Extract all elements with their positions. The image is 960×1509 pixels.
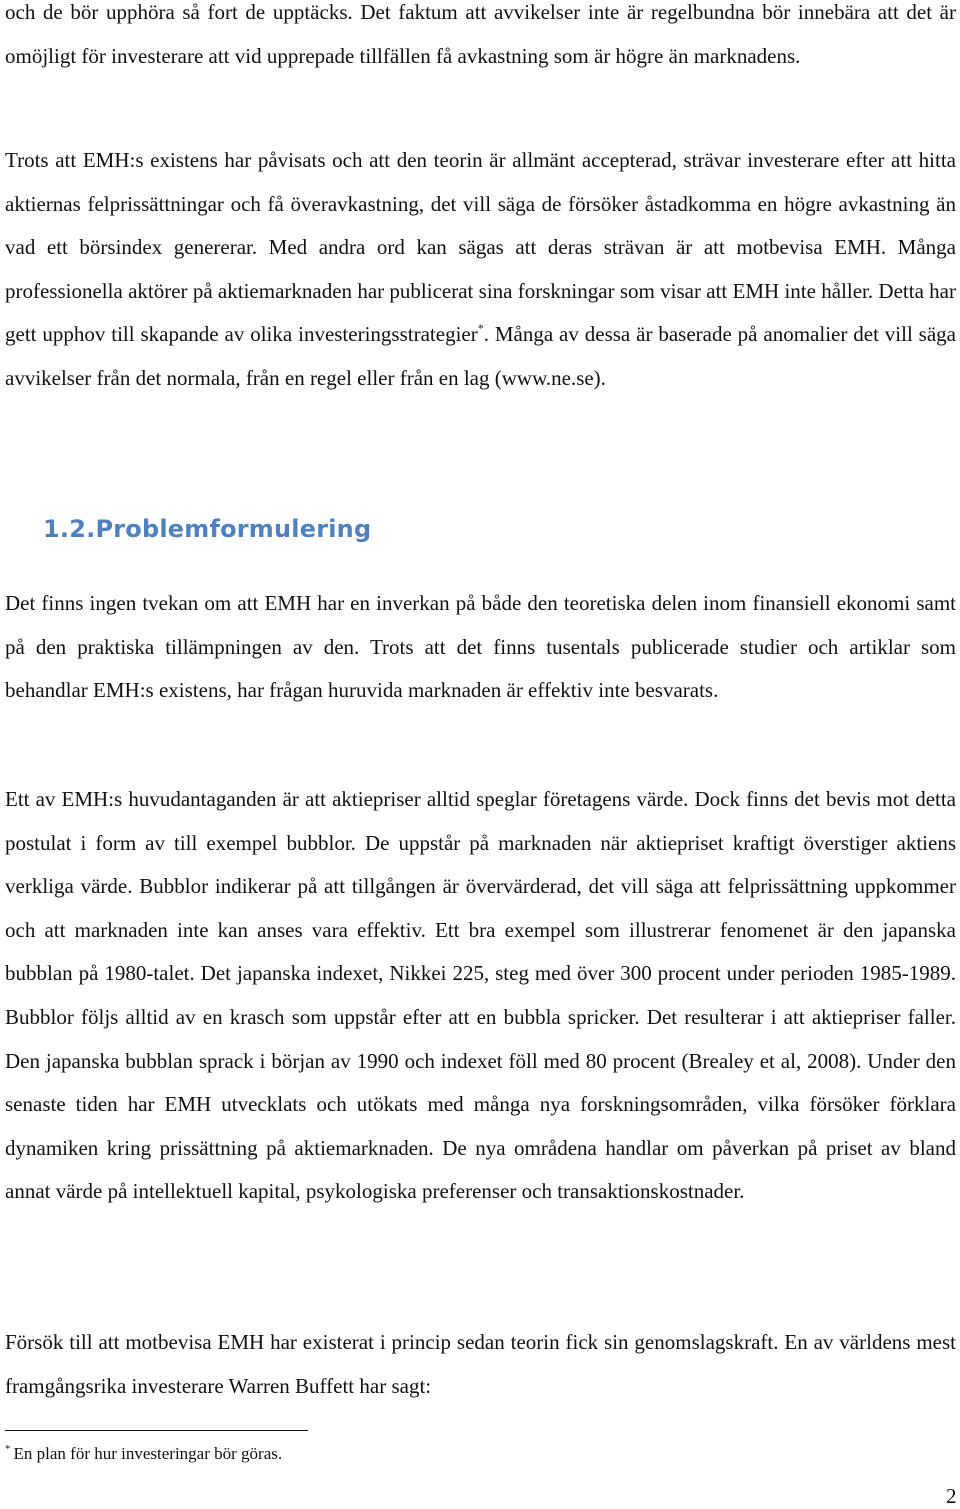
paragraph-intro: och de bör upphöra så fort de upptäcks. Det faktum att avvikelser inte är regelbundna bör innebära att det är omöjligt för investerare att vid upprepade tillfällen få avkastning som är högre än marknadens. xyxy=(5,0,956,68)
paragraph-trots-text-a: Trots att EMH:s existens har påvisats och att den teorin är allmänt accepterad, strävar investerare efter att hitta aktiernas felprissättningar och få överavkastning, det vill säga de försöker åstadkomma en högre avkastning än vad ett börsindex genererar. Med andra ord kan sägas att deras strävan är att motbevisa EMH. Många professionella aktörer på aktiemarknaden har publicerat sina forskningar som visar att EMH inte håller. Detta har gett upphov till skapande av olika investeringsstrategier xyxy=(5,148,956,347)
section-heading xyxy=(43,515,371,543)
paragraph-trots xyxy=(5,139,956,401)
section-title: Problemformulering xyxy=(95,515,372,543)
footnote-text: En plan för hur investeringar bör göras. xyxy=(13,1444,283,1463)
paragraph-ett: Ett av EMH:s huvudantaganden är att aktiepriser alltid speglar företagens värde. Dock finns det bevis mot detta postulat i form av till exempel bubblor. De uppstår på marknaden när aktiepriset kraftigt överstiger aktiens verkliga värde. Bubblor indikerar på att tillgången är övervärderad, det vill säga att felprissättning uppkommer och att marknaden inte kan anses vara effektiv. Ett bra exempel som illustrerar fenomenet är den japanska bubblan på 1980-talet. Det japanska indexet, Nikkei 225, steg med över 300 procent under perioden 1985-1989. Bubblor följs alltid av en krasch som uppstår efter att en bubbla spricker. Det resulterar i att aktiepriser faller. Den japanska bubblan sprack i början av 1990 och indexet föll med 80 procent (Brealey et al, 2008). Under den senaste tiden har EMH utvecklats och utökats med många nya forskningsområden, vilka försöker förklara dynamiken kring prissättning på aktiemarknaden. De nya områdena handlar om påverkan på priset av bland annat värde på intellektuell kapital, psykologiska preferenser och transaktionskostnader. xyxy=(5,787,956,1204)
paragraph-trots-text-b: . Många av dessa är baserade på anomalier det vill säga avvikelser från det normala, från en regel eller från en lag (www.ne.se). xyxy=(5,322,956,390)
footnote-reference: * xyxy=(477,321,484,336)
section-number: 1.2. xyxy=(43,515,96,543)
paragraph-forsok: Försök till att motbevisa EMH har existerat i princip sedan teorin fick sin genomslagskraft. En av världens mest framgångsrika investerare Warren Buffett har sagt: xyxy=(5,1330,956,1398)
footnote-separator xyxy=(5,1430,308,1431)
page-number: 2 xyxy=(946,1484,957,1508)
footnote-marker: * xyxy=(5,1443,11,1455)
footnote xyxy=(5,1444,282,1464)
paragraph-finns: Det finns ingen tvekan om att EMH har en inverkan på både den teoretiska delen inom finansiell ekonomi samt på den praktiska tillämpningen av den. Trots att det finns tusentals publicerade studier och artiklar som behandlar EMH:s existens, har frågan huruvida marknaden är effektiv inte besvarats. xyxy=(5,591,956,703)
